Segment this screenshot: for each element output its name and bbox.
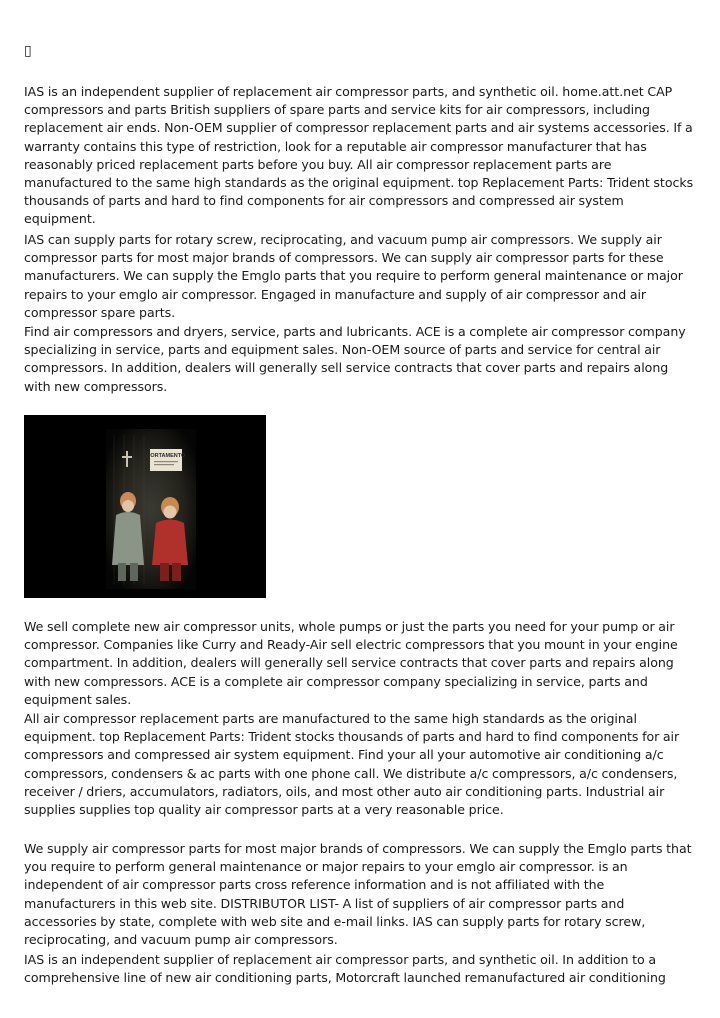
missing-glyph-icon: ▯	[24, 43, 32, 59]
album-cover-photo	[24, 415, 266, 598]
sign-text: PORTAMENTO	[146, 453, 186, 459]
paragraph-5: All air compressor replacement parts are manufactured to the same high standards as the original equipment. top Replacement Parts: Trident stocks thousands of parts and hard to find components for air compressors and compressed air system equipment. Find your all your automotive air conditioning a/c compressors, condensers & ac parts with one phone call. We distribute a/c compressors, a/c condensers, receiver / driers, accumulators, radiators, oils, and most other auto air conditioning parts. Industrial air supplies supplies top quality air compressor parts at a very reasonable price.	[24, 711, 680, 818]
paragraph-1: IAS is an independent supplier of replacement air compressor parts, and synthetic oil. home.att.net CAP compressors and parts British suppliers of spare parts and service kits for air compressors, including replacement air ends. Non-OEM supplier of compressor replacement parts and air systems accessories. If a warranty contains this type of restriction, look for a reputable air compressor manufacturer that has reasonably priced replacement parts before you buy. All air compressor replacement parts are manufactured to the same high standards as the original equipment. top Replacement Parts: Trident stocks thousands of parts and hard to find components for air compressors and compressed air system equipment.	[24, 84, 694, 227]
photo-illustration	[24, 415, 266, 598]
paragraph-2: IAS can supply parts for rotary screw, reciprocating, and vacuum pump air compressors. We supply air compressor parts for most major brands of compressors. We can supply air compressor parts for these manufacturers. We can supply the Emglo parts that you require to perform general maintenance or major repairs to your emglo air compressor. Engaged in manufacture and supply of air compressor and air compressor spare parts.	[24, 232, 683, 320]
paragraph-6: We supply air compressor parts for most major brands of compressors. We can supply the Emglo parts that you require to perform general maintenance or major repairs to your emglo air compressor. is an independent of air compressor parts cross reference information and is not affiliated with the manufacturers in this web site. DISTRIBUTOR LIST- A list of suppliers of air compressor parts and accessories by state, complete with web site and e-mail links. IAS can supply parts for rotary screw, reciprocating, and vacuum pump air compressors.	[24, 841, 692, 948]
paragraph-3: Find air compressors and dryers, service, parts and lubricants. ACE is a complete air compressor company specializing in service, parts and equipment sales. Non-OEM source of parts and service for central air compressors. In addition, dealers will generally sell service contracts that cover parts and repairs along with new compressors.	[24, 324, 686, 394]
paragraph-7: IAS is an independent supplier of replacement air compressor parts, and synthetic oil. In addition to a comprehensive line of new air conditioning parts, Motorcraft launched remanufactured air conditioning	[24, 952, 666, 986]
paragraph-4: We sell complete new air compressor units, whole pumps or just the parts you need for your pump or air compressor. Companies like Curry and Ready-Air sell electric compressors that you mount in your engine compartment. In addition, dealers will generally sell service contracts that cover parts and repairs along with new compressors. ACE is a complete air compressor company specializing in service, parts and equipment sales.	[24, 619, 678, 707]
